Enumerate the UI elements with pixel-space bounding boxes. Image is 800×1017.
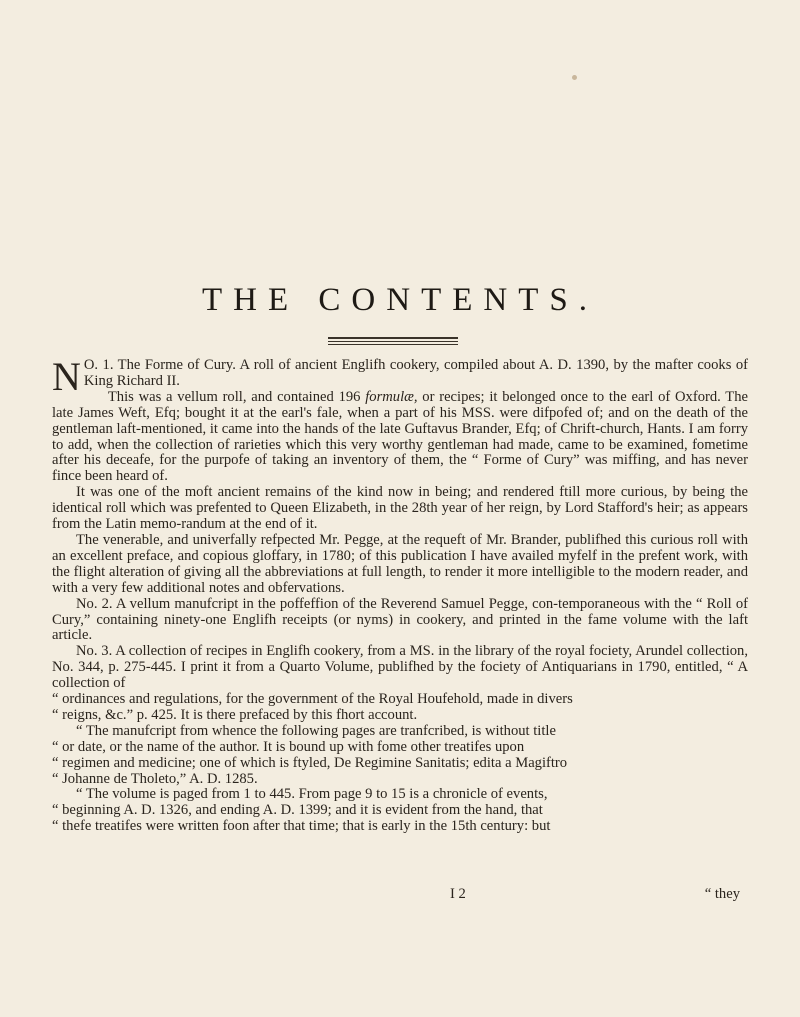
quote-line: “ The manufcript from whence the following pages are tranfcribed, is without title	[76, 722, 556, 739]
signature-mark: I 2	[450, 886, 466, 902]
rule-line	[328, 341, 458, 342]
entry-no1-paragraph: The venerable, and univerfally refpected Mr. Pegge, at the requeft of Mr. Brander, publifhed this curious roll with an excellent preface, and copious gloffary, in 1780; of this publication I have availed myfelf in the prefent work, with the flight alteration of giving all the abbreviations at full length, to render it more intelligible to the modern reader, and with a very few additional notes and obfervations.	[52, 531, 748, 596]
rule-line	[328, 344, 458, 345]
entry-no1-paragraph: It was one of the moft ancient remains of the kind now in being; and rendered ftill more curious, by being the identical roll which was prefented to Queen Elizabeth, in the 28th year of her reign, by Lord Stafford's heir; as appears from the Latin memo-randum at the end of it.	[52, 484, 748, 533]
quote-line: “ reigns, &c.” p. 425. It is there prefaced by this fhort account.	[52, 706, 418, 723]
entry-no3: No. 3. A collection of recipes in Englifh cookery, from a MS. in the library of the royal fociety, Arundel collection, No. 344, p. 275-445. I print it from a Quarto Volume, publifhed by the fociety of Antiquarians in 1790, entitled, “ A collection of	[52, 643, 748, 692]
quote-line: “ ordinances and regulations, for the government of the Royal Houfehold, made in divers	[52, 691, 573, 708]
rule-line-thick	[328, 337, 458, 339]
quote-line: “ thefe treatifes were written foon after that time; that is early in the 15th century: but	[52, 818, 551, 835]
quote-line: “ Johanne de Tholeto,” A. D. 1285.	[52, 770, 258, 787]
quote-line: “ The volume is paged from 1 to 445. From page 9 to 15 is a chronicle of events,	[76, 786, 548, 803]
quote-line: “ regimen and medicine; one of which is ftyled, De Regimine Sanitatis; edita a Magiftro	[52, 754, 568, 771]
page-title: THE CONTENTS.	[202, 282, 598, 318]
paper-stain	[572, 75, 577, 80]
quote-line: “ or date, or the name of the author. It is bound up with fome other treatifes upon	[52, 738, 525, 755]
title-rule	[328, 337, 458, 347]
entry-no1-intro: O. 1. The Forme of Cury. A roll of ancient Englifh cookery, compiled about A. D. 1390, by the mafter cooks of King Richard II.	[83, 357, 748, 389]
entry-text: or recipes; it belonged once to the earl of Oxford. The late James Weft, Efq; bought it at the earl's fale, when a part of his MSS. were difpofed of; and on the death of the gentleman laft-mentioned, it came into the hands of the late Guftavus Brander, Efq; of Chrift-church, Hants. I am forry to add, when the collection of rarieties which this very worthy gentleman had made, came to be examined, fometime after his deceafe, for the purpofe of taking an inventory of them, the “ Forme of Cury” was miffing, and has never fince been heard of.	[52, 388, 748, 485]
catchword: “ they	[704, 886, 740, 902]
quote-line: “ beginning A. D. 1326, and ending A. D. 1399; and it is evident from the hand, that	[52, 802, 543, 819]
entry-italic: formulæ,	[365, 388, 418, 405]
entry-no1-paragraph	[52, 390, 748, 485]
entry-text: This was a vellum roll, and contained 196	[107, 388, 366, 405]
entry-no2: No. 2. A vellum manufcript in the poffeffion of the Reverend Samuel Pegge, con-temporaneous with the “ Roll of Cury,” containing ninety-one Englifh receipts (or nyms) in cookery, and printed in the fame volume with the laft article.	[52, 595, 748, 644]
drop-cap: N	[52, 354, 81, 399]
contents-body	[52, 354, 748, 835]
